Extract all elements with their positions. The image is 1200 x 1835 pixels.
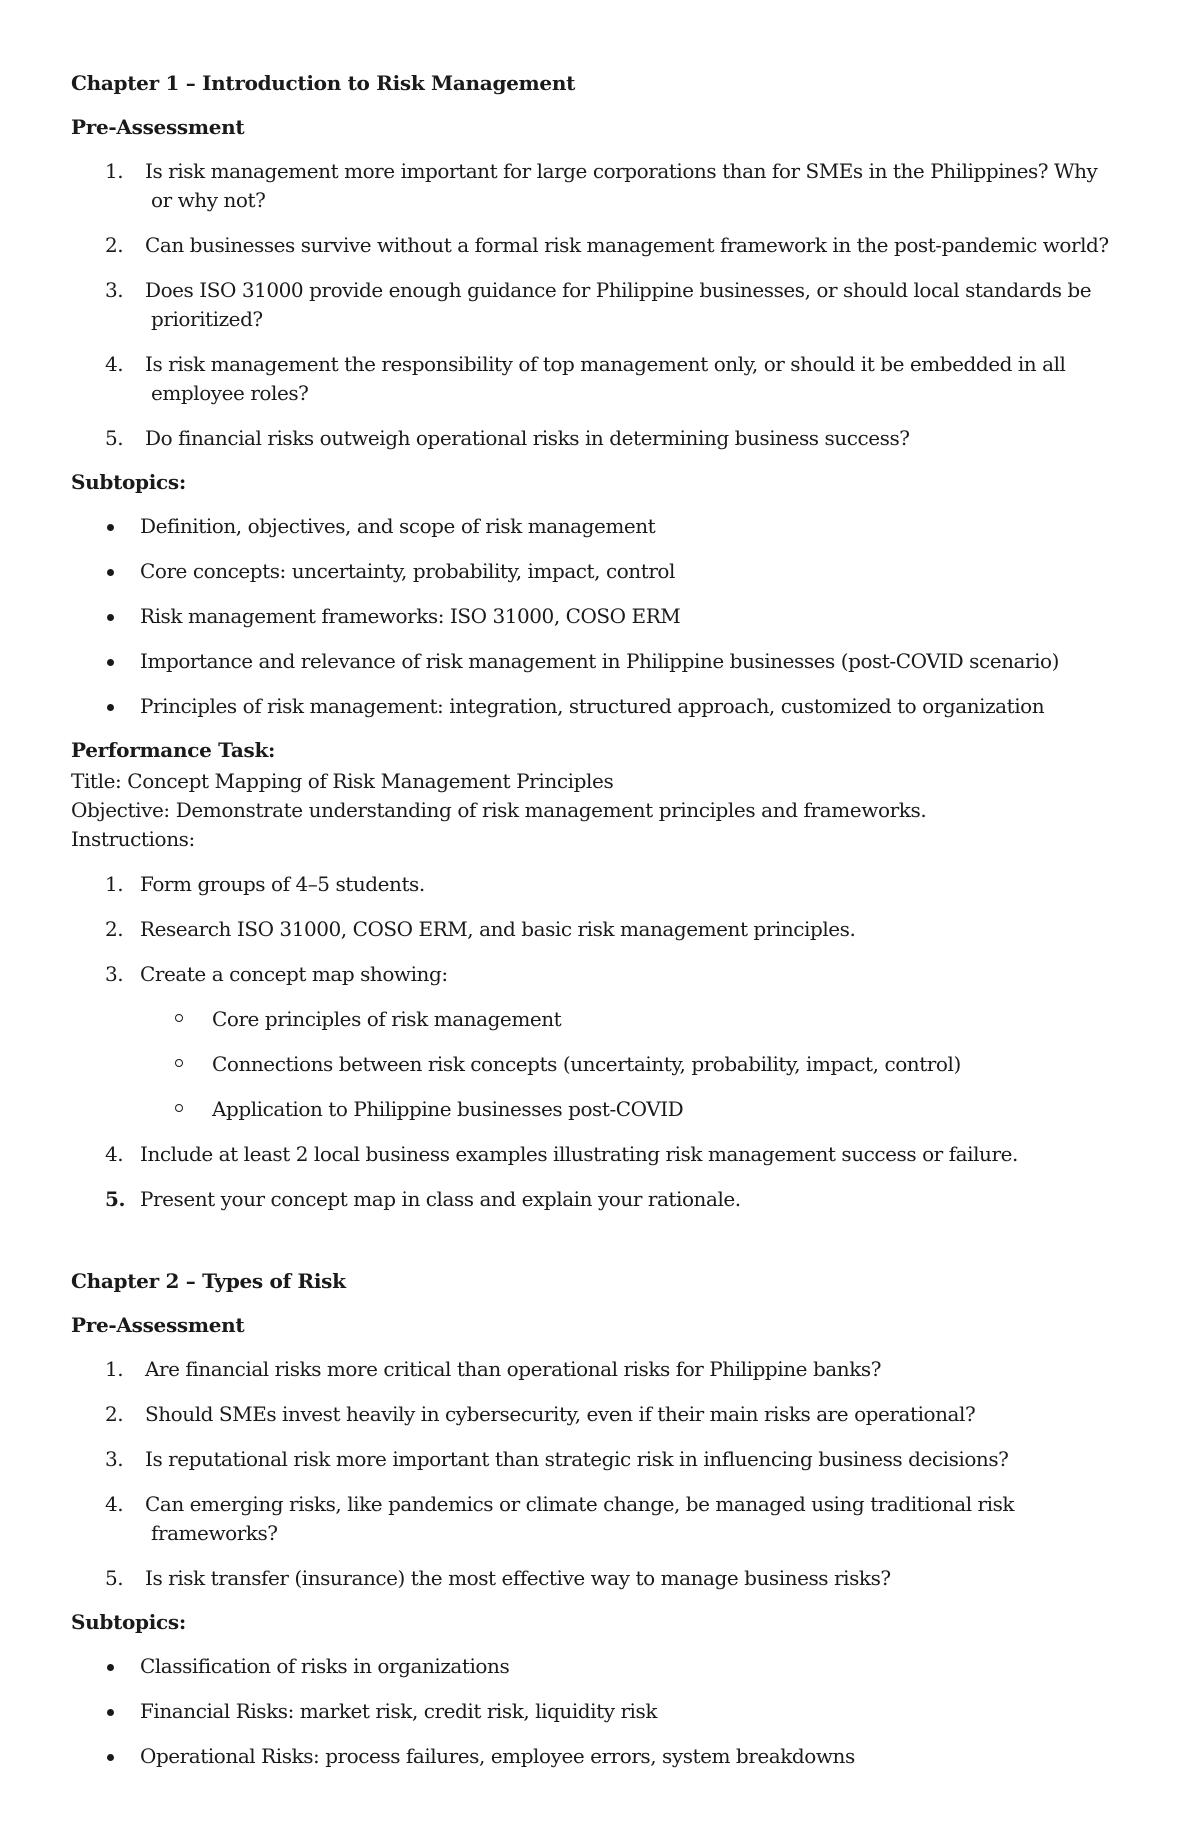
question-text: Does ISO 31000 provide enough guidance for Philippine businesses, or should local standards be prioritized? <box>145 278 1092 331</box>
question-text: Are financial risks more critical than operational risks for Philippine banks? <box>145 1357 881 1381</box>
sub-step <box>140 1005 1130 1034</box>
bullet-icon <box>107 704 114 711</box>
subtopic-text: Importance and relevance of risk management in Philippine businesses (post-COVID scenario) <box>140 649 1059 673</box>
subtopic-item <box>71 692 1130 721</box>
question-text: Is reputational risk more important than strategic risk in influencing business decisions? <box>145 1447 1009 1471</box>
question-text: Do financial risks outweigh operational risks in determining business success? <box>145 426 910 450</box>
subtopic-text: Classification of risks in organizations <box>140 1654 510 1678</box>
step-number: 5. <box>105 1187 125 1211</box>
subtopic-text: Core concepts: uncertainty, probability, impact, control <box>140 559 675 583</box>
subtopic-text: Principles of risk management: integration, structured approach, customized to organization <box>140 694 1045 718</box>
question-text: Can emerging risks, like pandemics or climate change, be managed using traditional risk frameworks? <box>145 1492 1015 1545</box>
task-step <box>71 915 1130 944</box>
question-number: 1. <box>105 1357 124 1381</box>
question-number: 4. <box>105 352 124 376</box>
performance-task-objective: Objective: Demonstrate understanding of risk management principles and frameworks. <box>71 798 927 822</box>
step-text: Include at least 2 local business examples illustrating risk management success or failure. <box>140 1142 1018 1166</box>
performance-task-steps <box>71 870 1130 1214</box>
bullet-icon <box>107 569 114 576</box>
sub-step <box>140 1050 1130 1079</box>
subtopic-text: Financial Risks: market risk, credit risk, liquidity risk <box>140 1699 657 1723</box>
question-item <box>71 1564 1130 1593</box>
subtopic-text: Definition, objectives, and scope of risk management <box>140 514 656 538</box>
bullet-icon <box>107 1754 114 1761</box>
question-item <box>71 276 1130 334</box>
question-number: 2. <box>105 1402 124 1426</box>
subtopic-item <box>71 1652 1130 1681</box>
circle-bullet-icon <box>175 1014 183 1022</box>
chapter-spacer <box>71 1230 1130 1268</box>
question-text: Is risk management the responsibility of top management only, or should it be embedded in all employee roles? <box>145 352 1066 405</box>
question-number: 5. <box>105 1566 124 1590</box>
concept-map-sublist <box>140 1005 1130 1124</box>
subtopic-item <box>71 512 1130 541</box>
chapter-2-subtopic-list <box>71 1652 1130 1771</box>
task-step <box>71 1185 1130 1214</box>
question-item <box>71 231 1130 260</box>
step-number: 3. <box>105 962 124 986</box>
sub-step <box>140 1095 1130 1124</box>
subtopic-item <box>71 1697 1130 1726</box>
step-text: Create a concept map showing: <box>140 962 448 986</box>
chapter-1-preassessment-heading: Pre-Assessment <box>71 115 245 139</box>
question-text: Can businesses survive without a formal risk management framework in the post-pandemic world? <box>145 233 1109 257</box>
chapter-2-question-list <box>71 1355 1130 1593</box>
step-text: Present your concept map in class and explain your rationale. <box>140 1187 741 1211</box>
subtopic-item <box>71 647 1130 676</box>
subtopic-text: Risk management frameworks: ISO 31000, COSO ERM <box>140 604 681 628</box>
performance-task-instructions-label: Instructions: <box>71 827 195 851</box>
circle-bullet-icon <box>175 1059 183 1067</box>
bullet-icon <box>107 1709 114 1716</box>
question-item <box>71 1445 1130 1474</box>
step-number: 2. <box>105 917 124 941</box>
chapter-2-subtopics-heading: Subtopics: <box>71 1610 186 1634</box>
subtopic-item <box>71 557 1130 586</box>
chapter-2-preassessment-heading: Pre-Assessment <box>71 1313 245 1337</box>
bullet-icon <box>107 614 114 621</box>
step-number: 1. <box>105 872 124 896</box>
circle-bullet-icon <box>175 1104 183 1112</box>
question-item <box>71 1490 1130 1548</box>
question-item <box>71 424 1130 453</box>
question-number: 4. <box>105 1492 124 1516</box>
sub-step-text: Core principles of risk management <box>212 1007 562 1031</box>
task-step <box>71 1140 1130 1169</box>
subtopic-item <box>71 602 1130 631</box>
bullet-icon <box>107 524 114 531</box>
chapter-1-question-list <box>71 157 1130 453</box>
question-item <box>71 1355 1130 1384</box>
question-number: 5. <box>105 426 124 450</box>
bullet-icon <box>107 659 114 666</box>
question-item <box>71 350 1130 408</box>
question-text: Is risk management more important for large corporations than for SMEs in the Philippines? Why or why not? <box>145 159 1098 212</box>
step-text: Research ISO 31000, COSO ERM, and basic risk management principles. <box>140 917 856 941</box>
step-number: 4. <box>105 1142 124 1166</box>
question-number: 3. <box>105 278 124 302</box>
question-number: 3. <box>105 1447 124 1471</box>
chapter-1-subtopic-list <box>71 512 1130 721</box>
question-text: Is risk transfer (insurance) the most effective way to manage business risks? <box>145 1566 891 1590</box>
chapter-1-title: Chapter 1 – Introduction to Risk Management <box>71 71 576 95</box>
question-number: 2. <box>105 233 124 257</box>
sub-step-text: Application to Philippine businesses post-COVID <box>212 1097 684 1121</box>
chapter-2-title: Chapter 2 – Types of Risk <box>71 1269 346 1293</box>
question-item <box>71 157 1130 215</box>
performance-task-heading: Performance Task: <box>71 738 276 762</box>
question-text: Should SMEs invest heavily in cybersecurity, even if their main risks are operational? <box>145 1402 976 1426</box>
step-text: Form groups of 4–5 students. <box>140 872 425 896</box>
subtopic-text: Operational Risks: process failures, employee errors, system breakdowns <box>140 1744 855 1768</box>
performance-task-title: Title: Concept Mapping of Risk Management Principles <box>71 769 614 793</box>
sub-step-text: Connections between risk concepts (uncertainty, probability, impact, control) <box>212 1052 961 1076</box>
question-number: 1. <box>105 159 124 183</box>
bullet-icon <box>107 1664 114 1671</box>
question-item <box>71 1400 1130 1429</box>
task-step <box>71 960 1130 1124</box>
subtopic-item <box>71 1742 1130 1771</box>
task-step <box>71 870 1130 899</box>
chapter-1-subtopics-heading: Subtopics: <box>71 470 186 494</box>
